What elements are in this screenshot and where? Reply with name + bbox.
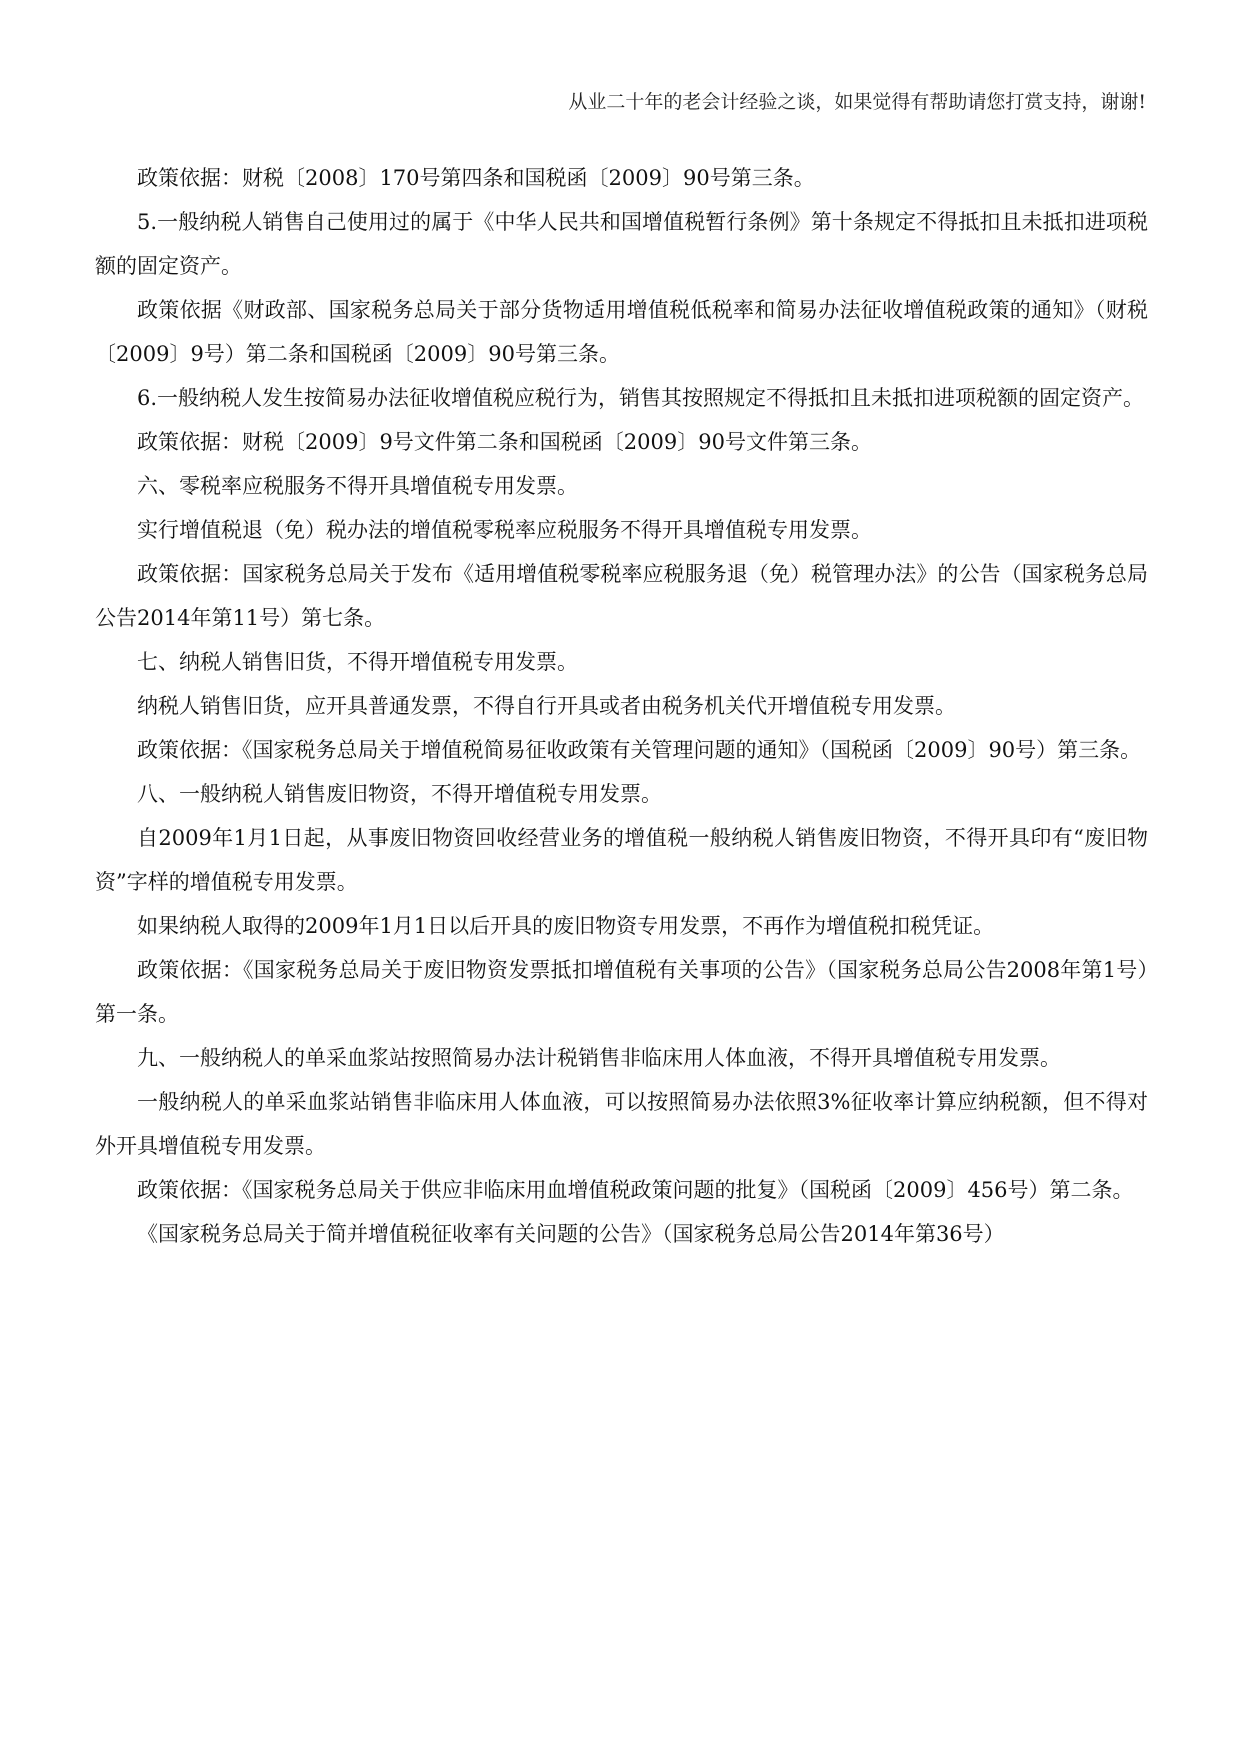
paragraph: 政策依据：《国家税务总局关于增值税简易征收政策有关管理问题的通知》（国税函〔2009〕90号）第三条。 <box>137 738 1142 762</box>
section-heading: 九、一般纳税人的单采血浆站按照简易办法计税销售非临床用人体血液，不得开具增值税专用发票。 <box>137 1046 1061 1070</box>
header-note: 从业二十年的老会计经验之谈，如果觉得有帮助请您打赏支持，谢谢! <box>568 91 1146 113</box>
paragraph: 纳税人销售旧货，应开具普通发票，不得自行开具或者由税务机关代开增值税专用发票。 <box>137 694 956 718</box>
paragraph: 政策依据：财税〔2008〕170号第四条和国税函〔2009〕90号第三条。 <box>137 166 815 190</box>
section-heading: 六、零税率应税服务不得开具增值税专用发票。 <box>137 474 578 498</box>
document-body <box>95 156 1148 1256</box>
paragraph: 5.一般纳税人销售自己使用过的属于《中华人民共和国增值税暂行条例》第十条规定不得抵扣且未抵扣进项税额的固定资产。 <box>95 210 1148 278</box>
paragraph: 政策依据：国家税务总局关于发布《适用增值税零税率应税服务退（免）税管理办法》的公告（国家税务总局公告2014年第11号）第七条。 <box>95 562 1148 630</box>
paragraph: 《国家税务总局关于简并增值税征收率有关问题的公告》（国家税务总局公告2014年第36号） <box>137 1222 1005 1246</box>
paragraph: 政策依据《财政部、国家税务总局关于部分货物适用增值税低税率和简易办法征收增值税政策的通知》（财税〔2009〕9号）第二条和国税函〔2009〕90号第三条。 <box>95 298 1148 366</box>
paragraph: 政策依据：财税〔2009〕9号文件第二条和国税函〔2009〕90号文件第三条。 <box>137 430 872 454</box>
paragraph: 6.一般纳税人发生按简易办法征收增值税应税行为，销售其按照规定不得抵扣且未抵扣进项税额的固定资产。 <box>137 386 1145 410</box>
paragraph: 实行增值税退（免）税办法的增值税零税率应税服务不得开具增值税专用发票。 <box>137 518 872 542</box>
paragraph: 如果纳税人取得的2009年1月1日以后开具的废旧物资专用发票，不再作为增值税扣税凭证。 <box>137 914 995 938</box>
section-heading: 八、一般纳税人销售废旧物资，不得开增值税专用发票。 <box>137 782 662 806</box>
paragraph: 政策依据：《国家税务总局关于供应非临床用血增值税政策问题的批复》（国税函〔2009〕456号）第二条。 <box>137 1178 1134 1202</box>
paragraph: 一般纳税人的单采血浆站销售非临床用人体血液，可以按照简易办法依照3%征收率计算应纳税额，但不得对外开具增值税专用发票。 <box>95 1090 1148 1158</box>
section-heading: 七、纳税人销售旧货，不得开增值税专用发票。 <box>137 650 578 674</box>
paragraph: 自2009年1月1日起，从事废旧物资回收经营业务的增值税一般纳税人销售废旧物资，不得开具印有“废旧物资”字样的增值税专用发票。 <box>95 826 1148 894</box>
paragraph: 政策依据：《国家税务总局关于废旧物资发票抵扣增值税有关事项的公告》（国家税务总局公告2008年第1号）第一条。 <box>95 958 1148 1026</box>
